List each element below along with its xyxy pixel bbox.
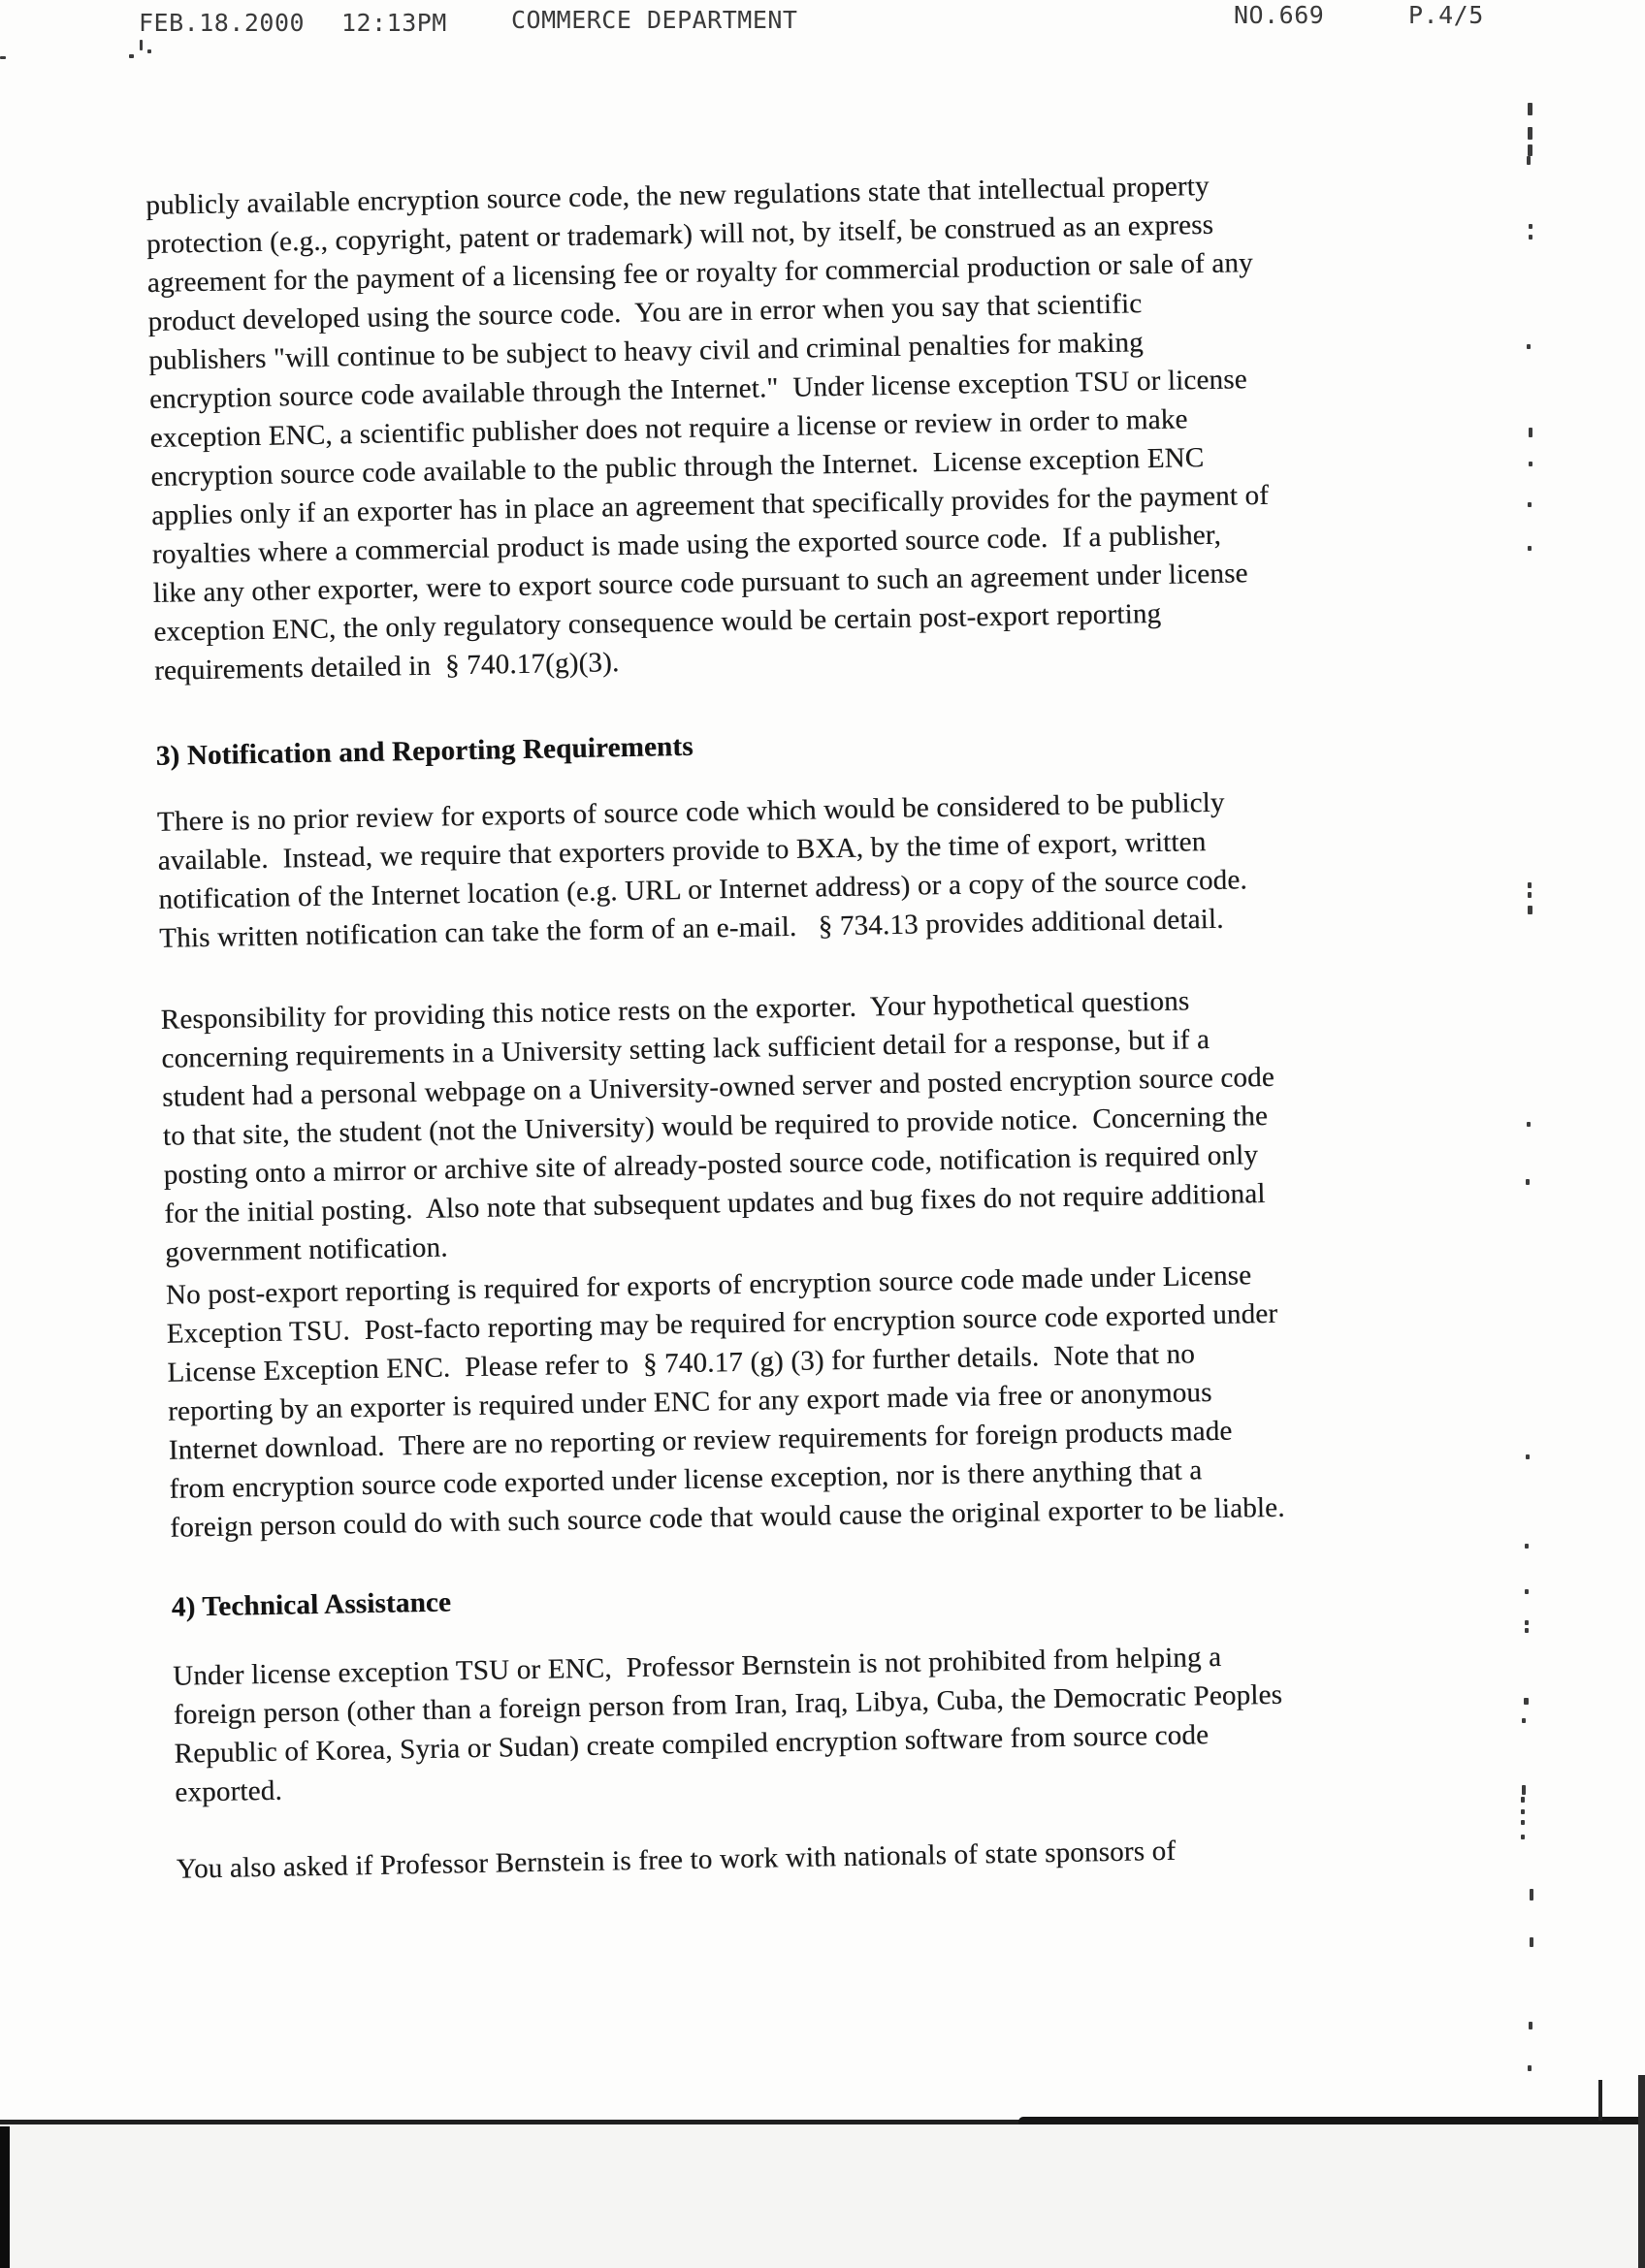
- fax-sender-label: COMMERCE DEPARTMENT: [511, 6, 798, 34]
- letter-body: [145, 161, 1534, 1888]
- fax-noise-mark: [1529, 224, 1532, 229]
- section-4-heading: 4) Technical Assistance: [171, 1586, 452, 1623]
- fax-page-indicator: P.4/5: [1408, 1, 1484, 29]
- fax-noise-mark: [1529, 2022, 1532, 2029]
- fax-header: [0, 0, 1645, 68]
- paragraph-6-state-sponsors: You also asked if Professor Bernstein is free to work with nationals of state sponsors of: [176, 1835, 1177, 1885]
- fax-noise-mark: [1528, 906, 1532, 914]
- paragraph-4-post-export-reporting: No post-export reporting is required for exports of encryption source code made under License Exception TSU. Post-facto reporting may be required for encryption source code exported under License Exception ENC. Please refer to § 740.17 (g) (3) for further details. Note that no reporting by an exporter is required under ENC for any export made via free or anonymous Internet download. There are no reporting or review requirements for foreign products made from encryption source code exported under license exception, nor is there anything that a foreign person could do with such source code that would cause the original exporter to be liable.: [165, 1260, 1285, 1544]
- scanner-background-area: [0, 2124, 1645, 2268]
- paragraph-3-notice-responsibility: Responsibility for providing this notice rests on the exporter. Your hypothetical questions concerning requirements in a University setting lack sufficient detail for a response, but if a student had a personal webpage on a University-owned server and posted encryption source code to that site, the student (not the University) would be required to provide notice. Concerning the posting onto a mirror or archive site of already-posted source code, notification is required only for the initial posting. Also note that subsequent updates and bug fixes do not require additional government notification.: [160, 985, 1275, 1268]
- fax-noise-mark: [1527, 1122, 1531, 1127]
- fax-time-stamp: 12:13PM: [341, 9, 447, 37]
- paragraph-1-intellectual-property: publicly available encryption source code, the new regulations state that intellectual property protection (e.g., copyright, patent or trademark) will not, by itself, be construed as an express agreement for the payment of a licensing fee or royalty for commercial production or sale of any product developed using the source code. You are in error when you say that scientific publishers "will continue to be subject to heavy civil and criminal penalties for making encryption source code available through the Internet." Under license exception TSU or license exception ENC, a scientific publisher does not require a license or review in order to make encryption source code available to the public through the Internet. License exception ENC applies only if an exporter has in place an agreement that specifically provides for the payment of royalties where a commercial product is made using the exported source code. If a publisher, like any other exporter, were to export source code pursuant to such an agreement under license exception ENC, the only regulatory consequence would be certain post-export reporting requirements detailed in § 740.17(g)(3).: [145, 170, 1270, 687]
- fax-noise-mark: [1527, 156, 1531, 165]
- section-3-heading: 3) Notification and Reporting Requirements: [155, 730, 693, 772]
- fax-noise-mark: [1528, 2065, 1532, 2071]
- scanner-right-edge-strip: [1638, 2075, 1645, 2268]
- fax-noise-mark: [1527, 344, 1531, 349]
- fax-noise-mark: [1529, 462, 1532, 466]
- paragraph-5-technical-assistance: Under license exception TSU or ENC, Professor Bernstein is not prohibited from helping a foreign person (other than a foreign person from Iran, Iraq, Libya, Cuba, the Democratic Peoples Republic of Korea, Syria or Sudan) create compiled encryption software from source code exported.: [172, 1641, 1283, 1808]
- fax-noise-mark: [1530, 1937, 1533, 1947]
- fax-date-stamp: FEB.18.2000: [139, 9, 306, 37]
- fax-noise-mark: [1528, 502, 1532, 507]
- fax-noise-mark: [1528, 127, 1532, 140]
- paragraph-2-prior-review: There is no prior review for exports of source code which would be considered to be publicly available. Instead, we require that exporters provide to BXA, by the time of export, written notification of the Internet location (e.g. URL or Internet address) or a copy of the source code. This written notification can take the form of an e-mail. § 734.13 provides additional detail.: [156, 786, 1248, 954]
- fax-noise-mark: [1526, 1179, 1530, 1185]
- fax-transmission-number: NO.669: [1234, 1, 1325, 29]
- fax-noise-mark: [1530, 1889, 1533, 1901]
- fax-noise-mark: [1529, 428, 1532, 437]
- fax-noise-mark: [1528, 892, 1532, 898]
- fax-noise-mark: [1529, 235, 1532, 240]
- scanner-left-edge-strip: [0, 2126, 10, 2268]
- fax-noise-mark: [1528, 103, 1532, 115]
- fax-noise-mark: [1528, 144, 1532, 156]
- fax-noise-mark: [1528, 546, 1532, 551]
- scan-edge-tick-mark: [1598, 2080, 1602, 2121]
- fax-noise-mark: [1528, 882, 1532, 888]
